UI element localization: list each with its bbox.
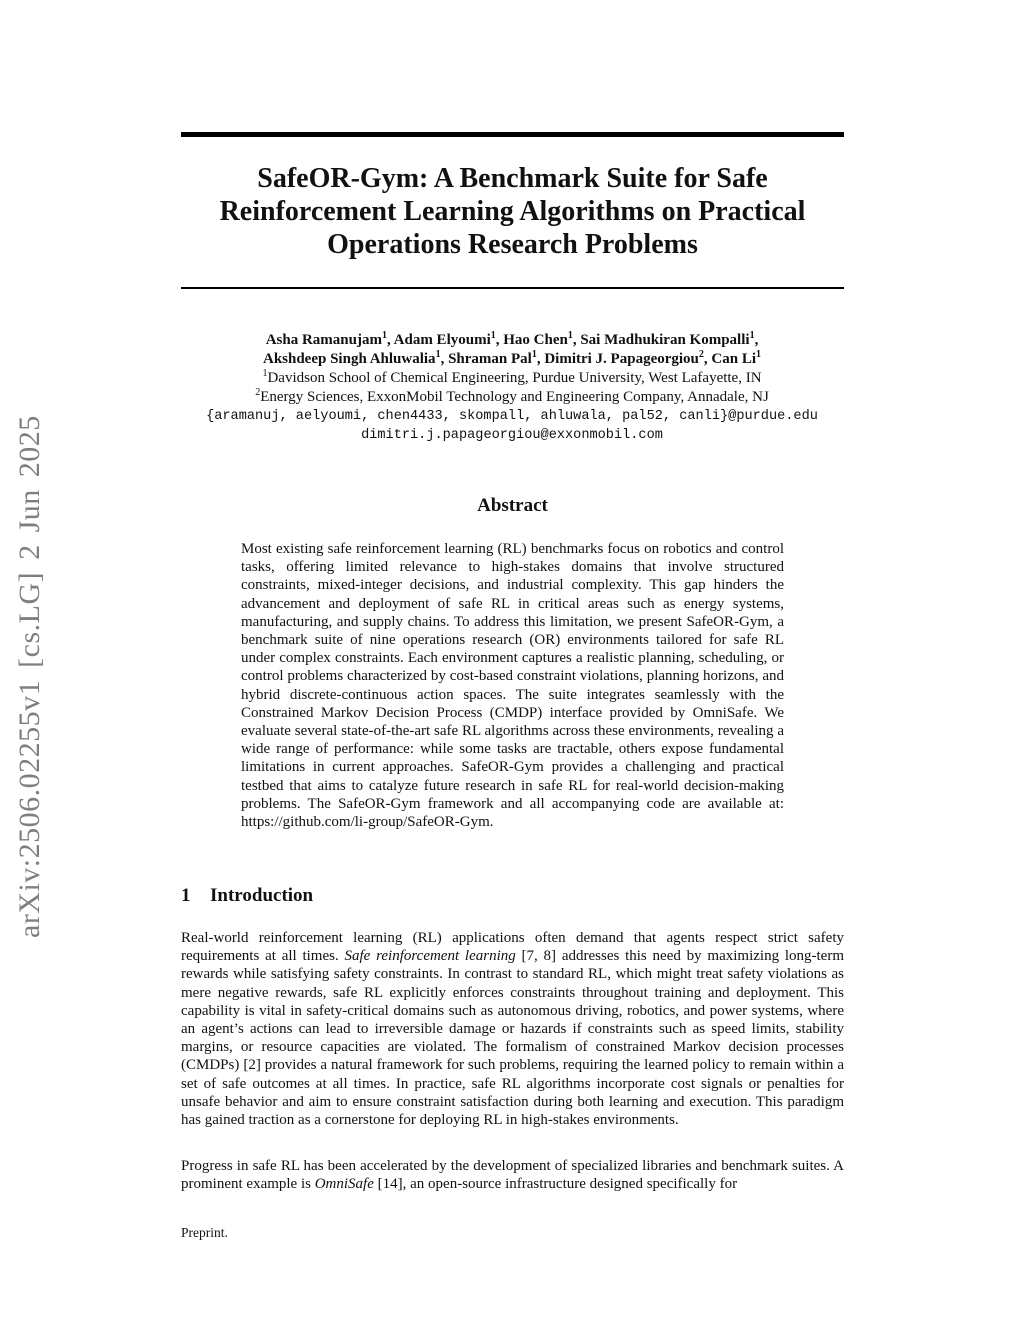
author-affiliation-mark: 1 xyxy=(435,349,441,360)
arxiv-identifier-stamp: arXiv:2506.02255v1 [cs.LG] 2 Jun 2025 xyxy=(13,415,46,938)
author-name: Sai Madhukiran Kompalli xyxy=(580,332,750,348)
paragraph-text: Real-world reinforcement learning (RL) applications often demand that agents respect strict safety requirements at all times. xyxy=(181,930,844,965)
author-name: Dimitri J. Papageorgiou xyxy=(544,351,699,367)
introduction-paragraph-1 xyxy=(181,929,844,1129)
affiliation-1 xyxy=(150,369,874,388)
author-block xyxy=(150,331,874,445)
email-exxonmobil: dimitri.j.papageorgiou@exxonmobil.com xyxy=(361,428,663,443)
paper-title xyxy=(181,162,844,261)
author-line-2 xyxy=(150,350,874,369)
emphasis-text: OmniSafe xyxy=(314,1176,374,1193)
author-separator: , xyxy=(536,351,545,367)
author-name: Akshdeep Singh Ahluwalia xyxy=(262,351,436,367)
preprint-footer: Preprint. xyxy=(181,1225,228,1240)
paragraph-text: [7, 8] addresses this need by maximizing long-term rewards while satisfying safety constraints. In contrast to standard RL, which might treat safety violations as mere negative rewards, safe RL explicitly enforces constraints throughout training and deployment. This capability is vital in safety-critical domains such as autonomous driving, robotics, and power systems, where an agent’s actions can lead to irreversible damage or hazards if constraints such as speed limits, stability margins, or resource capacities are violated. The formalism of constrained Markov decision processes (CMDPs) [2] provides a natural framework for such problems, requiring the learned policy to remain within a set of safe outcomes at all times. In practice, safe RL algorithms incorporate cost signals or penalties for unsafe behavior and aim to ensure constraint satisfaction during both learning and execution. This paradigm has gained traction as a cornerstone for deploying RL in high-stakes environments. xyxy=(181,948,845,1129)
author-separator: , xyxy=(440,351,449,367)
affiliation-mark: 1 xyxy=(262,368,268,379)
author-affiliation-mark: 1 xyxy=(490,330,496,341)
affiliation-text: Davidson School of Chemical Engineering, Purdue University, West Lafayette, IN xyxy=(267,370,762,386)
author-separator: , xyxy=(703,351,712,367)
section-heading-introduction xyxy=(181,885,313,907)
section-number: 1 xyxy=(181,885,191,906)
affiliation-text: Energy Sciences, ExxonMobil Technology and Engineering Company, Annadale, NJ xyxy=(260,389,769,405)
section-title: Introduction xyxy=(210,885,314,906)
author-separator: , xyxy=(386,332,394,348)
author-name: Asha Ramanujam xyxy=(265,332,382,348)
abstract-heading: Abstract xyxy=(477,495,548,516)
author-affiliation-mark: 1 xyxy=(531,349,537,360)
title-top-rule xyxy=(181,132,844,137)
author-separator: , xyxy=(754,332,759,348)
author-name: Adam Elyoumi xyxy=(393,332,491,348)
author-affiliation-mark: 2 xyxy=(698,349,704,360)
author-affiliation-mark: 1 xyxy=(567,330,573,341)
author-line-1 xyxy=(150,331,874,350)
introduction-paragraph-2 xyxy=(181,1157,844,1193)
title-bottom-rule xyxy=(181,287,844,289)
author-name: Hao Chen xyxy=(503,332,568,348)
author-affiliation-mark: 1 xyxy=(381,330,387,341)
affiliation-mark: 2 xyxy=(255,387,261,398)
title-line-2: Reinforcement Learning Algorithms on Practical xyxy=(219,196,806,227)
author-separator: , xyxy=(572,332,581,348)
paragraph-text: Progress in safe RL has been accelerated by the development of specialized libraries and benchmark suites. A prominent example is xyxy=(181,1158,844,1193)
emphasis-text: Safe reinforcement learning xyxy=(344,948,516,965)
author-separator: , xyxy=(495,332,504,348)
author-affiliation-mark: 1 xyxy=(756,349,762,360)
affiliation-2 xyxy=(150,388,874,407)
email-purdue: {aramanuj, aelyoumi, chen4433, skompall, ahluwala, pal52, canli}@purdue.edu xyxy=(206,409,818,424)
abstract-text: Most existing safe reinforcement learning (RL) benchmarks focus on robotics and control tasks, offering limited relevance to high-stakes domains that involve structured constraints, mixed-integer decisions, and industrial complexity. This gap hinders the advancement and deployment of safe RL in critical areas such as energy systems, manufacturing, and supply chains. To address this limitation, we present SafeOR-Gym, a benchmark suite of nine operations research (OR) environments tailored for safe RL under complex constraints. Each environment captures a realistic planning, scheduling, or control problems characterized by cost-based constraint violations, planning horizons, and hybrid discrete-continuous action spaces. The suite integrates seamlessly with the Constrained Markov Decision Process (CMDP) interface provided by OmniSafe. We evaluate several state-of-the-art safe RL algorithms across these environments, revealing a wide range of performance: while some tasks are tractable, others expose fundamental limitations in current approaches. SafeOR-Gym provides a challenging and practical testbed that aims to catalyze future research in safe RL for real-world decision-making problems. The SafeOR-Gym framework and all accompanying code are available at: https://github.com/li-group/SafeOR-Gym. xyxy=(241,541,784,831)
paragraph-text: [14], an open-source infrastructure designed specifically for xyxy=(373,1176,738,1193)
title-line-3: Operations Research Problems xyxy=(327,229,698,260)
author-name: Shraman Pal xyxy=(448,351,532,367)
author-affiliation-mark: 1 xyxy=(749,330,755,341)
author-name: Can Li xyxy=(711,351,757,367)
title-line-1: SafeOR-Gym: A Benchmark Suite for Safe xyxy=(257,163,768,194)
